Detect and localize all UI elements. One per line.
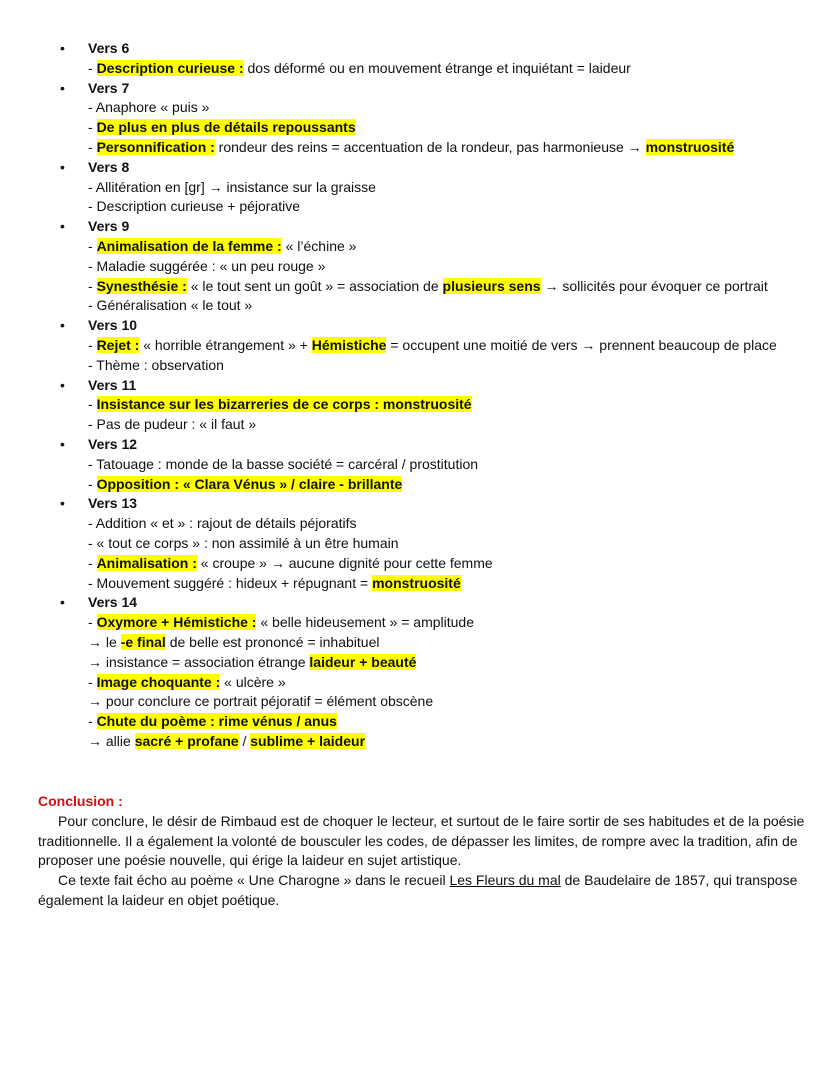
text-segment: → sollicités pour évoquer ce portrait bbox=[540, 277, 768, 294]
text-segment: - bbox=[88, 475, 97, 492]
vers-item bbox=[0, 593, 828, 751]
text-segment: - « tout ce corps » : non assimilé à un être humain bbox=[88, 534, 399, 551]
highlighted-text: sublime + laideur bbox=[250, 732, 366, 749]
text-segment: « croupe » → aucune dignité pour cette femme bbox=[196, 554, 493, 571]
vers-line bbox=[88, 138, 828, 158]
conclusion-section bbox=[38, 792, 808, 911]
vers-line bbox=[88, 178, 828, 198]
text-segment: = occupent une moitié de vers → prennent beaucoup de place bbox=[386, 336, 777, 353]
vers-title: Vers 6 bbox=[88, 40, 130, 56]
vers-line bbox=[88, 514, 828, 534]
bullet-icon: • bbox=[60, 158, 65, 175]
text-segment: - Généralisation « le tout » bbox=[88, 297, 253, 314]
text-segment: - bbox=[88, 59, 97, 76]
text-segment: « ulcère » bbox=[220, 673, 286, 690]
highlighted-text: Synesthésie : bbox=[96, 277, 187, 294]
conclusion-paragraph-2 bbox=[38, 871, 808, 911]
highlighted-text: Personnification : bbox=[96, 138, 215, 155]
vers-title: Vers 9 bbox=[88, 218, 130, 235]
vers-item bbox=[0, 316, 828, 375]
text-segment: → insistance = association étrange bbox=[88, 653, 310, 670]
highlighted-text: Rejet : bbox=[96, 336, 140, 353]
highlighted-text: Chute du poème : rime vénus / anus bbox=[96, 713, 337, 730]
highlighted-text: De plus en plus de détails repoussants bbox=[96, 119, 356, 136]
vers-line bbox=[88, 257, 828, 277]
conclusion-p2-after: de Baudelaire de 1857, qui transpose également la laideur en objet poétique. bbox=[38, 872, 798, 908]
highlighted-text: Animalisation : bbox=[96, 554, 197, 571]
text-segment: - Description curieuse + péjorative bbox=[88, 198, 301, 215]
vers-line bbox=[88, 356, 828, 376]
text-segment: - Anaphore « puis » bbox=[88, 99, 210, 116]
text-segment: « l’échine » bbox=[281, 237, 357, 254]
vers-line bbox=[88, 118, 828, 138]
text-segment: → allie bbox=[88, 732, 135, 749]
text-segment: - bbox=[88, 336, 97, 353]
vers-line bbox=[88, 732, 828, 752]
text-segment: → pour conclure ce portrait péjoratif = élément obscène bbox=[88, 693, 434, 710]
bullet-icon: • bbox=[60, 79, 65, 96]
text-segment: - bbox=[88, 277, 97, 294]
text-segment: - Thème : observation bbox=[88, 356, 224, 373]
vers-title: Vers 7 bbox=[88, 79, 130, 96]
vers-line bbox=[88, 197, 828, 217]
highlighted-text: laideur + beauté bbox=[309, 653, 417, 670]
vers-line bbox=[88, 296, 828, 316]
vers-line bbox=[88, 415, 828, 435]
vers-line bbox=[88, 712, 828, 732]
text-segment: → le bbox=[88, 633, 121, 650]
text-segment: - bbox=[88, 673, 97, 690]
text-segment: de belle est prononcé = inhabituel bbox=[165, 633, 380, 650]
text-segment: - bbox=[88, 396, 97, 413]
vers-item bbox=[0, 376, 828, 435]
text-segment: - Allitération en [gr] → insistance sur la graisse bbox=[88, 178, 376, 195]
vers-item bbox=[0, 435, 828, 494]
highlighted-text: Animalisation de la femme : bbox=[96, 237, 282, 254]
highlighted-text: Image choquante : bbox=[96, 673, 221, 690]
text-segment: rondeur des reins = accentuation de la rondeur, pas harmonieuse → bbox=[214, 138, 646, 155]
text-segment: - Tatouage : monde de la basse société = carcéral / prostitution bbox=[88, 455, 479, 472]
vers-item bbox=[0, 217, 828, 316]
text-segment: - bbox=[88, 138, 97, 155]
vers-line bbox=[88, 277, 828, 297]
highlighted-text: monstruosité bbox=[372, 574, 461, 591]
highlighted-text: monstruosité bbox=[645, 138, 735, 155]
vers-item bbox=[0, 494, 828, 593]
highlighted-text: plusieurs sens bbox=[442, 277, 541, 294]
vers-item bbox=[0, 39, 828, 79]
vers-title: Vers 14 bbox=[88, 594, 138, 611]
highlighted-text: -e final bbox=[120, 633, 166, 650]
vers-line bbox=[88, 534, 828, 554]
vers-list bbox=[0, 39, 828, 752]
text-segment: / bbox=[238, 732, 251, 749]
text-segment: - Maladie suggérée : « un peu rouge » bbox=[88, 257, 326, 274]
highlighted-text: Opposition : « Clara Vénus » / claire - brillante bbox=[96, 475, 403, 492]
vers-title: Vers 12 bbox=[88, 435, 138, 452]
vers-title: Vers 11 bbox=[88, 376, 137, 393]
vers-line bbox=[88, 613, 828, 633]
vers-title: Vers 8 bbox=[88, 158, 130, 175]
vers-line bbox=[88, 59, 828, 79]
bullet-icon: • bbox=[60, 376, 65, 393]
bullet-icon: • bbox=[60, 40, 65, 56]
bullet-icon: • bbox=[60, 218, 65, 235]
text-segment: dos déformé ou en mouvement étrange et inquiétant = laideur bbox=[243, 59, 631, 76]
text-segment: - Mouvement suggéré : hideux + répugnant = bbox=[88, 574, 373, 591]
highlighted-text: Hémistiche bbox=[311, 336, 387, 353]
text-segment: - bbox=[88, 237, 97, 254]
vers-line bbox=[88, 554, 828, 574]
text-segment: - bbox=[88, 119, 97, 136]
vers-title: Vers 13 bbox=[88, 495, 138, 512]
vers-line bbox=[88, 98, 828, 118]
vers-line bbox=[88, 455, 828, 475]
highlighted-text: Oxymore + Hémistiche : bbox=[96, 614, 257, 631]
text-segment: - Pas de pudeur : « il faut » bbox=[88, 416, 257, 433]
vers-item bbox=[0, 79, 828, 158]
text-segment: - bbox=[88, 554, 97, 571]
text-segment: - bbox=[88, 713, 97, 730]
vers-line bbox=[88, 653, 828, 673]
vers-line bbox=[88, 237, 828, 257]
text-segment: - Addition « et » : rajout de détails péjoratifs bbox=[88, 515, 357, 532]
vers-line bbox=[88, 692, 828, 712]
conclusion-paragraph-1: Pour conclure, le désir de Rimbaud est de choquer le lecteur, et surtout de le faire sortir de ses habitudes et de la poésie traditionnelle. Il a également la volonté de bousculer les codes, de dépasser les limites, de rompre avec la tradition, afin de proposer une poésie nouvelle, qui érige la laideur en sujet artistique. bbox=[38, 812, 805, 869]
highlighted-text: Insistance sur les bizarreries de ce corps : monstruosité bbox=[96, 396, 472, 413]
vers-line bbox=[88, 574, 828, 594]
text-segment: « belle hideusement » = amplitude bbox=[256, 614, 475, 631]
vers-item bbox=[0, 158, 828, 217]
highlighted-text: sacré + profane bbox=[134, 732, 239, 749]
vers-line bbox=[88, 475, 828, 495]
bullet-icon: • bbox=[60, 435, 65, 452]
conclusion-heading: Conclusion : bbox=[38, 793, 123, 809]
vers-line bbox=[88, 633, 828, 653]
text-segment: « le tout sent un goût » = association de bbox=[186, 277, 443, 294]
vers-line bbox=[88, 395, 828, 415]
highlighted-text: Description curieuse : bbox=[96, 59, 244, 76]
bullet-icon: • bbox=[60, 495, 65, 512]
text-segment: - bbox=[88, 614, 97, 631]
vers-line bbox=[88, 673, 828, 693]
vers-line bbox=[88, 336, 828, 356]
bullet-icon: • bbox=[60, 317, 65, 334]
text-segment: « horrible étrangement » + bbox=[139, 336, 312, 353]
conclusion-p2-before: Ce texte fait écho au poème « Une Charogne » dans le recueil bbox=[58, 872, 450, 889]
book-title: Les Fleurs du mal bbox=[449, 872, 561, 889]
bullet-icon: • bbox=[60, 594, 65, 611]
vers-title: Vers 10 bbox=[88, 317, 138, 334]
